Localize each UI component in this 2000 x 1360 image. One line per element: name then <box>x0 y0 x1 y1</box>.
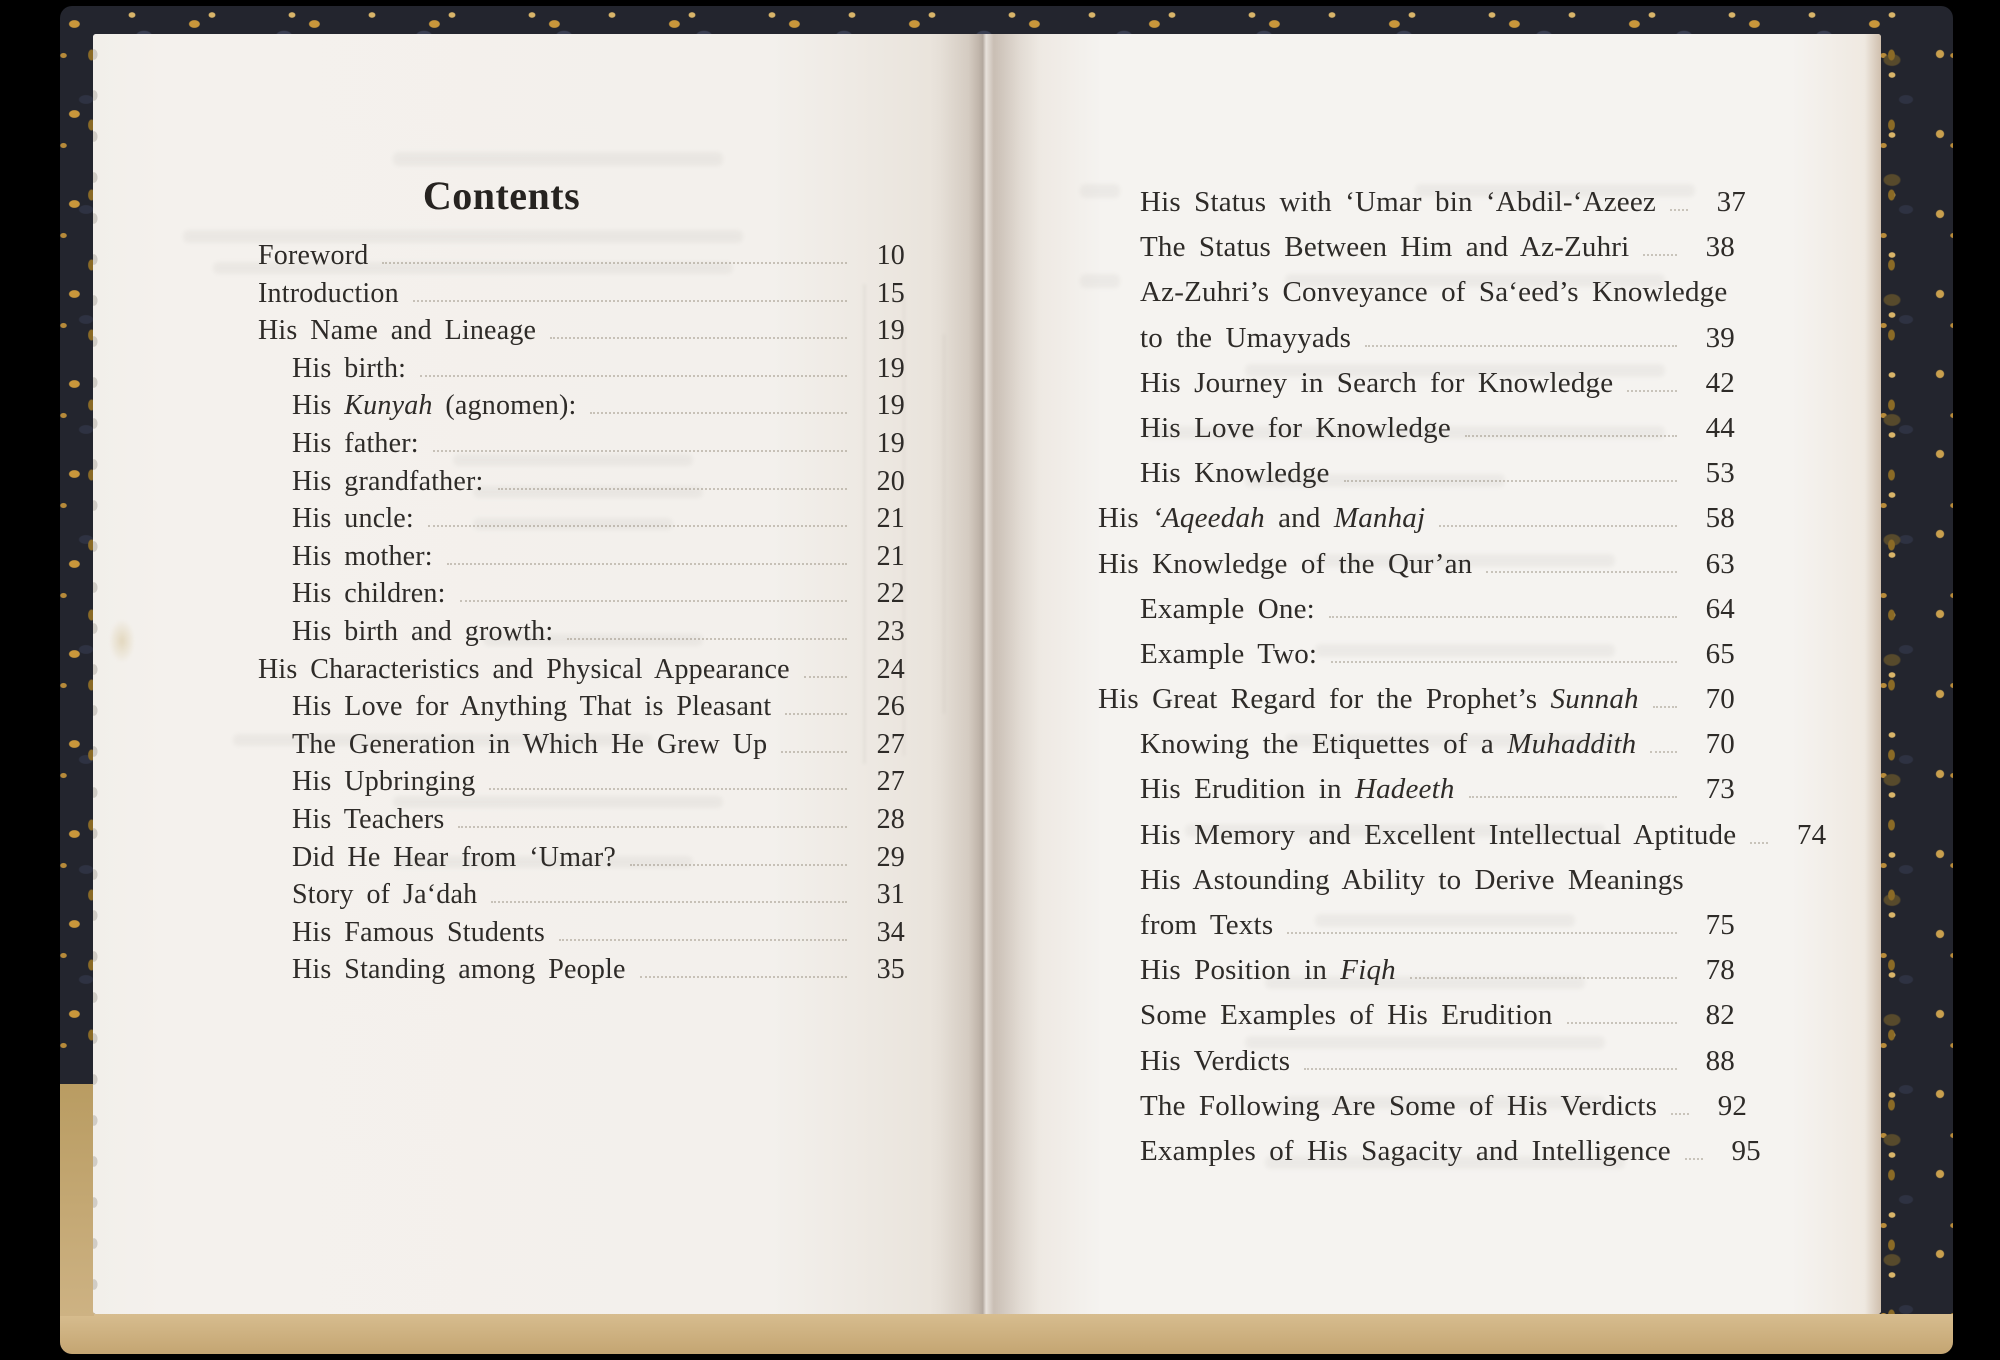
dot-leader <box>1287 932 1677 934</box>
toc-page-number: 10 <box>876 240 905 271</box>
bleedthrough-artifact <box>393 152 723 166</box>
toc-text-part: (agnomen): <box>432 390 577 422</box>
toc-line <box>258 240 905 278</box>
toc-page-number: 95 <box>1731 1134 1761 1167</box>
toc-text-part: His Knowledge of the Qur’an <box>1098 547 1473 580</box>
dot-leader <box>1650 751 1677 753</box>
dot-leader <box>550 337 847 339</box>
toc-entry <box>258 466 905 504</box>
dot-leader <box>428 525 847 527</box>
toc-page-number: 58 <box>1705 502 1735 535</box>
toc-line <box>258 879 905 917</box>
toc-line <box>1098 367 1735 412</box>
toc-page-number: 38 <box>1705 231 1735 264</box>
toc-entry <box>1098 457 1735 502</box>
toc-line <box>1098 728 1735 773</box>
toc-entry <box>1098 638 1735 683</box>
toc-entry <box>258 315 905 353</box>
toc-text-part: His Astounding Ability to Derive Meanings <box>1140 863 1684 896</box>
toc-page-number: 22 <box>876 578 905 610</box>
book-cover-bottom-edge <box>60 1314 1953 1354</box>
toc-line <box>258 917 905 955</box>
toc-entry-text <box>292 578 446 610</box>
toc-entry-text <box>292 428 419 460</box>
dot-leader <box>785 713 847 715</box>
toc-text-part: His Name and Lineage <box>258 315 537 347</box>
toc-page-number: 78 <box>1705 954 1735 987</box>
toc-page-number: 35 <box>876 954 905 986</box>
toc-entry <box>1098 502 1735 547</box>
toc-entry <box>1098 728 1735 773</box>
toc-line <box>258 654 905 692</box>
dot-leader <box>1643 254 1677 256</box>
toc-text-part: Az-Zuhri’s Conveyance of Sa‘eed’s Knowledge <box>1140 276 1728 309</box>
toc-page-number: 34 <box>876 916 905 948</box>
toc-line <box>1098 1045 1735 1090</box>
dot-leader <box>1685 1158 1703 1160</box>
toc-page-number: 39 <box>1705 321 1735 354</box>
toc-line <box>1098 773 1735 818</box>
paper-stain <box>109 619 135 663</box>
toc-entry-text <box>1098 502 1425 535</box>
toc-page-number: 21 <box>876 503 905 535</box>
dot-leader <box>1329 616 1677 618</box>
toc-page-number: 20 <box>876 465 905 497</box>
toc-page-number: 70 <box>1705 728 1735 761</box>
dot-leader <box>567 638 847 640</box>
toc-line <box>1098 502 1735 547</box>
toc-page-number: 92 <box>1717 1089 1748 1122</box>
toc-line <box>1098 818 1827 864</box>
toc-entry <box>258 541 905 579</box>
toc-page-number: 21 <box>876 540 905 572</box>
toc-text-part: Some Examples of His Erudition <box>1140 999 1553 1032</box>
toc-text-part: Example One: <box>1140 592 1315 625</box>
toc-entry <box>258 842 905 880</box>
toc-text-part: His children: <box>292 578 446 610</box>
toc-text-part: Did He Hear from ‘Umar? <box>292 841 616 873</box>
toc-line <box>258 466 905 504</box>
dot-leader <box>1750 842 1768 844</box>
toc-line <box>1098 593 1735 638</box>
dot-leader <box>498 488 847 490</box>
toc-page-number: 42 <box>1705 366 1735 399</box>
toc-text-part: His Love for Knowledge <box>1140 411 1451 444</box>
toc-entry-text <box>1140 728 1636 761</box>
toc-entry <box>258 729 905 767</box>
toc-page-number: 31 <box>876 879 905 911</box>
toc-text-part: Examples of His Sagacity and Intelligence <box>1140 1134 1671 1167</box>
toc-entry <box>1098 412 1735 457</box>
dot-leader <box>413 300 847 302</box>
toc-entry-text <box>292 842 616 874</box>
toc-line <box>258 541 905 579</box>
dot-leader <box>447 563 847 565</box>
toc-entry-text <box>1140 999 1553 1032</box>
toc-text-italic: Fiqh <box>1340 954 1396 987</box>
toc-page-number: 26 <box>876 691 905 723</box>
toc-entry-text <box>1140 186 1656 219</box>
toc-entry <box>1098 1045 1735 1090</box>
toc-line <box>258 766 905 804</box>
toc-entry <box>258 390 905 428</box>
toc-page-number: 74 <box>1796 818 1827 851</box>
dot-leader <box>1344 480 1677 482</box>
toc-entry-text <box>1140 231 1629 264</box>
toc-entry-text <box>1140 638 1317 671</box>
toc-entry <box>258 804 905 842</box>
toc-entry-text <box>292 466 484 498</box>
toc-text-part: Foreword <box>258 240 369 271</box>
toc-entry-text <box>1140 412 1451 445</box>
open-pages <box>93 34 1881 1314</box>
toc-line <box>1098 412 1735 457</box>
toc-text-part: His Teachers <box>292 803 445 835</box>
toc-page-number: 64 <box>1705 592 1735 625</box>
toc-line <box>258 315 905 353</box>
toc-line <box>258 842 905 880</box>
toc-text-part: to the Umayyads <box>1140 321 1352 354</box>
toc-text-part: Knowing the Etiquettes of a <box>1140 728 1508 761</box>
toc-entry <box>258 353 905 391</box>
dot-leader <box>804 676 847 678</box>
dot-leader <box>1465 435 1677 437</box>
dot-leader <box>491 901 847 903</box>
toc-entry <box>258 654 905 692</box>
toc-entry <box>1098 683 1735 728</box>
toc-text-part: The Generation in Which He Grew Up <box>292 728 768 760</box>
toc-entry <box>258 917 905 955</box>
toc-line <box>1098 548 1735 593</box>
toc-text-part: His Journey in Search for Knowledge <box>1140 366 1614 399</box>
toc-page-number: 19 <box>876 315 905 347</box>
toc-line <box>1098 276 1735 321</box>
dot-leader <box>1653 706 1677 708</box>
toc-entry-text <box>258 315 536 347</box>
toc-text-italic: Sunnah <box>1550 683 1639 716</box>
toc-entry <box>1098 186 1746 231</box>
toc-entry-text <box>292 879 477 911</box>
toc-page-number: 15 <box>876 277 905 309</box>
toc-text-part: His Upbringing <box>292 766 476 798</box>
toc-entry-text <box>1140 1090 1657 1123</box>
toc-text-part: His Characteristics and Physical Appearance <box>258 653 790 685</box>
toc-entry <box>1098 864 1735 954</box>
dot-leader <box>1671 1113 1689 1115</box>
book <box>60 6 1953 1354</box>
right-page <box>985 34 1881 1314</box>
toc-text-part: His Position in <box>1140 954 1341 987</box>
toc-line <box>258 804 905 842</box>
toc-entry-text <box>1098 548 1472 581</box>
toc-text-part: His Knowledge <box>1140 457 1330 490</box>
toc-page-number: 70 <box>1705 683 1735 716</box>
toc-text-part: His Erudition in <box>1140 773 1355 806</box>
toc-entry-text <box>1098 683 1639 716</box>
toc-entry-text <box>1140 1135 1671 1168</box>
toc-entry-text <box>1140 367 1613 400</box>
toc-text-part: His birth and growth: <box>292 615 554 647</box>
toc-entry <box>1098 818 1827 864</box>
toc-text-part: His Love for Anything That is Pleasant <box>292 691 772 723</box>
toc-entry-text <box>1140 457 1330 490</box>
toc-line <box>258 503 905 541</box>
toc-line <box>1098 1134 1761 1180</box>
toc-page-number: 88 <box>1705 1044 1735 1077</box>
toc-line <box>258 616 905 654</box>
toc-entry <box>1098 548 1735 593</box>
toc-list <box>258 240 905 992</box>
toc-entry-text <box>292 541 433 573</box>
toc-line <box>1098 457 1735 502</box>
toc-entry-text <box>292 766 475 798</box>
dot-leader <box>1567 1022 1677 1024</box>
toc-entry-text <box>292 917 545 949</box>
dot-leader <box>458 826 847 828</box>
toc-entry-text <box>292 691 771 723</box>
toc-line <box>1098 909 1735 954</box>
toc-entry-text <box>1140 954 1396 987</box>
page-block-cut-edge <box>1865 34 1881 1314</box>
toc-text-part: His <box>1098 502 1153 535</box>
toc-right-column <box>1098 186 1827 1180</box>
toc-entry-text <box>258 240 368 272</box>
toc-text-italic: Muhaddith <box>1507 728 1637 761</box>
toc-text-italic: ‘Aqeedah <box>1152 502 1265 535</box>
toc-page-number: 63 <box>1705 547 1735 580</box>
toc-text-italic: Hadeeth <box>1354 773 1455 806</box>
toc-entry-text <box>258 278 399 310</box>
toc-entry <box>258 278 905 316</box>
toc-entry <box>1098 593 1735 638</box>
toc-line <box>1098 186 1746 231</box>
toc-line <box>1098 683 1735 728</box>
toc-entry-text <box>292 954 626 986</box>
toc-entry <box>1098 276 1735 366</box>
toc-page-number: 29 <box>876 841 905 873</box>
toc-text-part: from Texts <box>1140 909 1274 941</box>
toc-entry-text <box>292 390 576 422</box>
toc-entry-text <box>1140 864 1684 897</box>
toc-page-number: 73 <box>1705 773 1735 806</box>
toc-text-italic: Manhaj <box>1333 502 1426 535</box>
dot-leader <box>1365 345 1677 347</box>
toc-text-italic: Kunyah <box>344 390 433 422</box>
toc-page-number: 53 <box>1705 457 1735 490</box>
toc-line <box>258 390 905 428</box>
toc-line <box>258 353 905 391</box>
toc-line <box>258 729 905 767</box>
toc-entry <box>1098 1134 1761 1180</box>
dot-leader <box>382 262 847 264</box>
toc-entry <box>1098 999 1735 1044</box>
bleedthrough-sketch-line <box>943 334 945 714</box>
dot-leader <box>1410 977 1677 979</box>
toc-entry <box>258 954 905 992</box>
toc-page-number: 75 <box>1705 909 1735 941</box>
toc-entry <box>1098 954 1735 999</box>
dot-leader <box>781 751 847 753</box>
dot-leader <box>1331 661 1677 663</box>
toc-entry-text <box>292 353 406 385</box>
dot-leader <box>1469 796 1677 798</box>
toc-text-part: Example Two: <box>1140 637 1318 670</box>
toc-page-number: 19 <box>876 390 905 422</box>
toc-entry <box>258 240 905 278</box>
sewn-page-edge <box>93 34 105 1314</box>
toc-text-part: The Following Are Some of His Verdicts <box>1140 1089 1658 1122</box>
toc-line <box>1098 322 1735 367</box>
toc-page-number: 24 <box>876 653 905 685</box>
toc-line <box>258 954 905 992</box>
toc-entry-text <box>1140 909 1273 942</box>
toc-entry <box>1098 773 1735 818</box>
toc-entry-text <box>1140 773 1455 806</box>
toc-entry-text <box>292 616 553 648</box>
toc-text-part: His <box>292 390 345 422</box>
toc-line <box>1098 1089 1748 1135</box>
toc-text-part: The Status Between Him and Az-Zuhri <box>1140 231 1630 264</box>
toc-entry-text <box>292 503 414 535</box>
toc-text-part: His uncle: <box>292 503 414 535</box>
toc-left-column <box>258 172 905 992</box>
toc-text-part: His mother: <box>292 540 433 572</box>
toc-line <box>258 278 905 316</box>
dot-leader <box>1627 390 1677 392</box>
toc-text-part: His Standing among People <box>292 954 626 986</box>
toc-text-part: Story of Ja‘dah <box>292 879 478 911</box>
toc-text-part: His father: <box>292 427 419 459</box>
toc-page-number: 27 <box>876 766 905 798</box>
dot-leader <box>1486 571 1677 573</box>
toc-text-part: His Status with ‘Umar bin ‘Abdil-‘Azeez <box>1140 186 1656 218</box>
toc-line <box>258 578 905 616</box>
toc-entry <box>258 879 905 917</box>
toc-page-number: 23 <box>876 615 905 647</box>
toc-entry-text <box>1140 322 1351 355</box>
book-cover-left-tan-edge <box>60 1084 94 1316</box>
toc-line <box>1098 864 1735 909</box>
toc-entry-text <box>292 804 444 836</box>
dot-leader <box>433 450 847 452</box>
toc-entry-text <box>1140 276 1727 309</box>
dot-leader <box>1670 209 1688 211</box>
toc-entry-text <box>1140 593 1315 626</box>
toc-line <box>1098 638 1735 683</box>
toc-entry-text <box>1140 819 1736 852</box>
toc-page-number: 82 <box>1705 999 1735 1032</box>
toc-entry <box>1098 231 1735 276</box>
toc-text-part: His Verdicts <box>1140 1044 1291 1077</box>
toc-entry <box>258 691 905 729</box>
toc-page-number: 44 <box>1705 411 1735 444</box>
toc-list <box>1098 186 1827 1180</box>
toc-line <box>1098 231 1735 276</box>
toc-entry <box>258 578 905 616</box>
dot-leader <box>640 976 847 978</box>
toc-text-part: and <box>1264 502 1334 535</box>
toc-line <box>258 691 905 729</box>
dot-leader <box>630 864 847 866</box>
toc-entry <box>258 766 905 804</box>
toc-entry-text <box>292 729 767 761</box>
contents-title: Contents <box>422 173 581 218</box>
toc-entry <box>258 616 905 654</box>
toc-page-number: 37 <box>1716 186 1746 218</box>
toc-entry <box>258 503 905 541</box>
toc-entry-text <box>1140 1045 1290 1078</box>
dot-leader <box>590 412 847 414</box>
dot-leader <box>1304 1068 1677 1070</box>
toc-page-number: 28 <box>876 803 905 835</box>
toc-line <box>1098 999 1735 1044</box>
dot-leader <box>460 600 847 602</box>
toc-page-number: 65 <box>1705 637 1735 670</box>
toc-text-part: His Famous Students <box>292 916 546 948</box>
toc-line <box>258 428 905 466</box>
toc-text-part: His grandfather: <box>292 465 484 497</box>
toc-entry <box>258 428 905 466</box>
dot-leader <box>559 939 847 941</box>
dot-leader <box>420 375 847 377</box>
toc-entry <box>1098 367 1735 412</box>
toc-page-number: 19 <box>876 352 905 384</box>
dot-leader <box>1439 525 1677 527</box>
toc-entry-text <box>258 654 790 686</box>
toc-text-part: Introduction <box>258 277 399 309</box>
toc-entry <box>1098 1089 1748 1135</box>
left-page <box>93 34 985 1314</box>
toc-line <box>1098 954 1735 999</box>
toc-text-part: His Memory and Excellent Intellectual Aptitude <box>1140 818 1737 851</box>
toc-page-number: 27 <box>876 728 905 760</box>
toc-text-part: His birth: <box>292 352 407 384</box>
toc-text-part: His Great Regard for the Prophet’s <box>1098 683 1551 716</box>
dot-leader <box>489 788 847 790</box>
toc-page-number: 19 <box>876 427 905 459</box>
